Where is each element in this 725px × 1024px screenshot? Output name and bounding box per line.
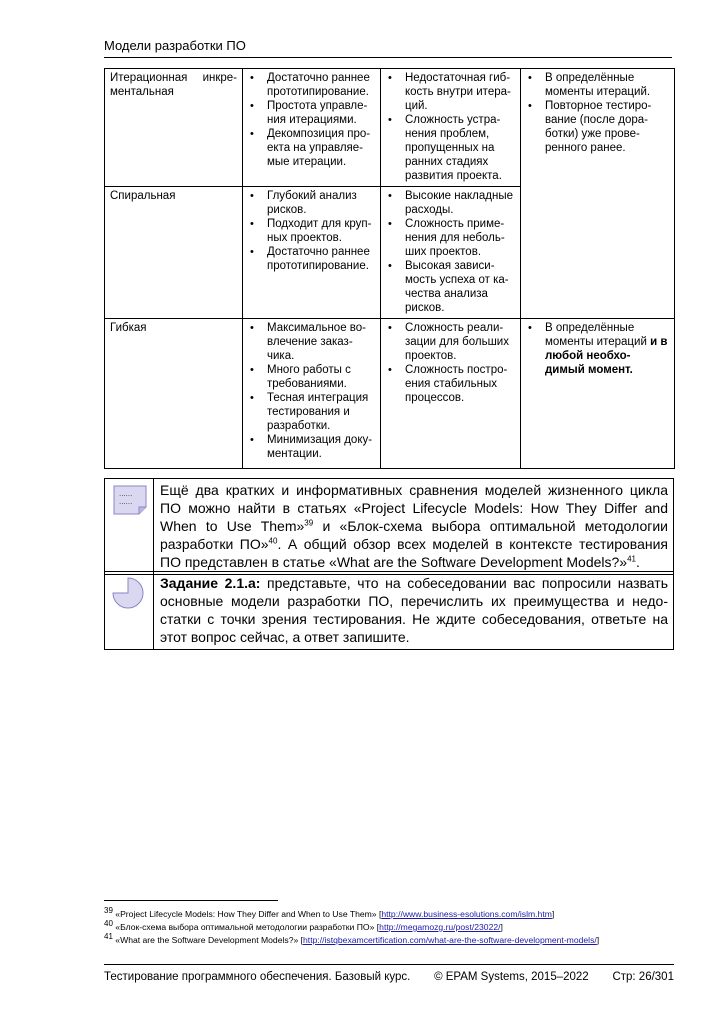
footer-page-number: Стр: 26/301 bbox=[612, 971, 674, 983]
task-label: Задание 2.1.a: bbox=[160, 575, 261, 591]
list-item: • Достаточно раннее прототипирование. bbox=[248, 71, 375, 99]
list-item: • Сложность устра-нения проблем, пропущенных на ранних стадиях развития проекта. bbox=[386, 113, 515, 183]
testing-cell bbox=[521, 69, 675, 319]
list-item: • Максимальное во-влечение заказ-чика. bbox=[248, 321, 375, 363]
list-item: • Высокие накладные расходы. bbox=[386, 189, 515, 217]
list-item: • Декомпозиция про-екта на управляе-мые итерации. bbox=[248, 127, 375, 169]
task-text: Задание 2.1.a: представьте, что на собеседовании вас попросили назвать основные модели разработки ПО, перечислить их преимущества и недо-статки с точки зрения тестирования. Не ждите собеседования, ответьте на этот вопрос сейчас, а ответ запишите. bbox=[160, 575, 668, 645]
list-item: • Подходит для круп-ных проектов. bbox=[248, 217, 375, 245]
pros-cell bbox=[243, 187, 381, 319]
footnote: $^{40}$ «Блок-схема выбора оптимальной методологии разработки ПО» [http://megamozg.ru/post/23022/] bbox=[104, 919, 503, 932]
list-item: • Глубокий анализ рисков. bbox=[248, 189, 375, 217]
pros-cell bbox=[243, 69, 381, 187]
list-item: • Повторное тестиро-вание (после дора-ботки) уже прове-ренного ранее. bbox=[526, 99, 669, 155]
model-name-cell: Итерационная инкре-ментальная bbox=[105, 69, 243, 187]
model-name-cell: Спиральная bbox=[105, 187, 243, 319]
page-header bbox=[104, 38, 672, 58]
note-callout bbox=[104, 478, 674, 575]
table-row bbox=[105, 319, 675, 469]
page-footer bbox=[104, 964, 674, 983]
footnotes bbox=[104, 908, 679, 947]
pros-cell bbox=[243, 319, 381, 469]
cons-cell bbox=[381, 319, 521, 469]
footnote-ref[interactable]: 40 bbox=[268, 536, 278, 546]
footnote: $^{39}$ «Project Lifecycle Models: How They Differ and When to Use Them» [http://www.business-esolutions.com/islm.htm] bbox=[104, 906, 555, 919]
list-item: • Недостаточная гиб-кость внутри итера-ций. bbox=[386, 71, 515, 113]
footnote-divider bbox=[104, 900, 278, 901]
list-item: • В определённые моменты итераций. bbox=[526, 71, 669, 99]
testing-cell bbox=[521, 319, 675, 469]
table-row bbox=[105, 69, 675, 187]
cons-cell bbox=[381, 69, 521, 187]
footnote-link[interactable]: http://istqbexamcertification.com/what-are-the-software-development-models/ bbox=[303, 935, 597, 945]
list-item: • Много работы с требованиями. bbox=[248, 363, 375, 391]
footer-copyright: © EPAM Systems, 2015–2022 bbox=[434, 971, 589, 983]
model-name-cell: Гибкая bbox=[105, 319, 243, 469]
task-callout bbox=[104, 571, 674, 650]
list-item: • Высокая зависи-мость успеха от ка-чества анализа рисков. bbox=[386, 259, 515, 315]
footnote-link[interactable]: http://megamozg.ru/post/23022/ bbox=[379, 922, 501, 932]
footnote: $^{41}$ «What are the Software Development Models?» [http://istqbexamcertification.com/what-are-the-software-development-models/] bbox=[104, 932, 600, 945]
footer-course-title: Тестирование программного обеспечения. Базовый курс. bbox=[104, 971, 411, 983]
cons-cell bbox=[381, 187, 521, 319]
list-item: • Достаточно раннее прототипирование. bbox=[248, 245, 375, 273]
footnote-ref[interactable]: 41 bbox=[627, 554, 636, 564]
models-comparison-table bbox=[104, 68, 675, 469]
page-header-title: Модели разработки ПО bbox=[104, 38, 246, 53]
list-item: • В определённые моменты итераций и в любой необхо-димый момент. bbox=[526, 321, 669, 377]
list-item: • Сложность приме-нения для неболь-ших проектов. bbox=[386, 217, 515, 259]
list-item: • Сложность реали-зации для больших проектов. bbox=[386, 321, 515, 363]
list-item: • Сложность постро-ения стабильных процессов. bbox=[386, 363, 515, 405]
note-icon bbox=[113, 485, 147, 515]
list-item: • Простота управле-ния итерациями. bbox=[248, 99, 375, 127]
task-pie-icon bbox=[111, 576, 145, 610]
svg-text:......: ...... bbox=[119, 490, 133, 498]
list-item: • Тесная интеграция тестирования и разработки. bbox=[248, 391, 375, 433]
note-text: Ещё два кратких и информативных сравнения моделей жизненного цикла ПО можно найти в статьях «Project Lifecycle Models: How They Differ and When to Use Them»$^{39}$ и «Блок-схема выбора оптимальной методологии разработки ПО»$^{40}$. А общий обзор всех моделей в контексте тестирования ПО представлен в статье «What are the Software Development Models?»$^{41}$. bbox=[160, 482, 668, 570]
svg-text:......: ...... bbox=[119, 498, 133, 506]
footnote-ref[interactable]: 39 bbox=[304, 518, 314, 528]
list-item: • Минимизация доку-ментации. bbox=[248, 433, 375, 461]
footnote-link[interactable]: http://www.business-esolutions.com/islm.htm bbox=[381, 909, 552, 919]
